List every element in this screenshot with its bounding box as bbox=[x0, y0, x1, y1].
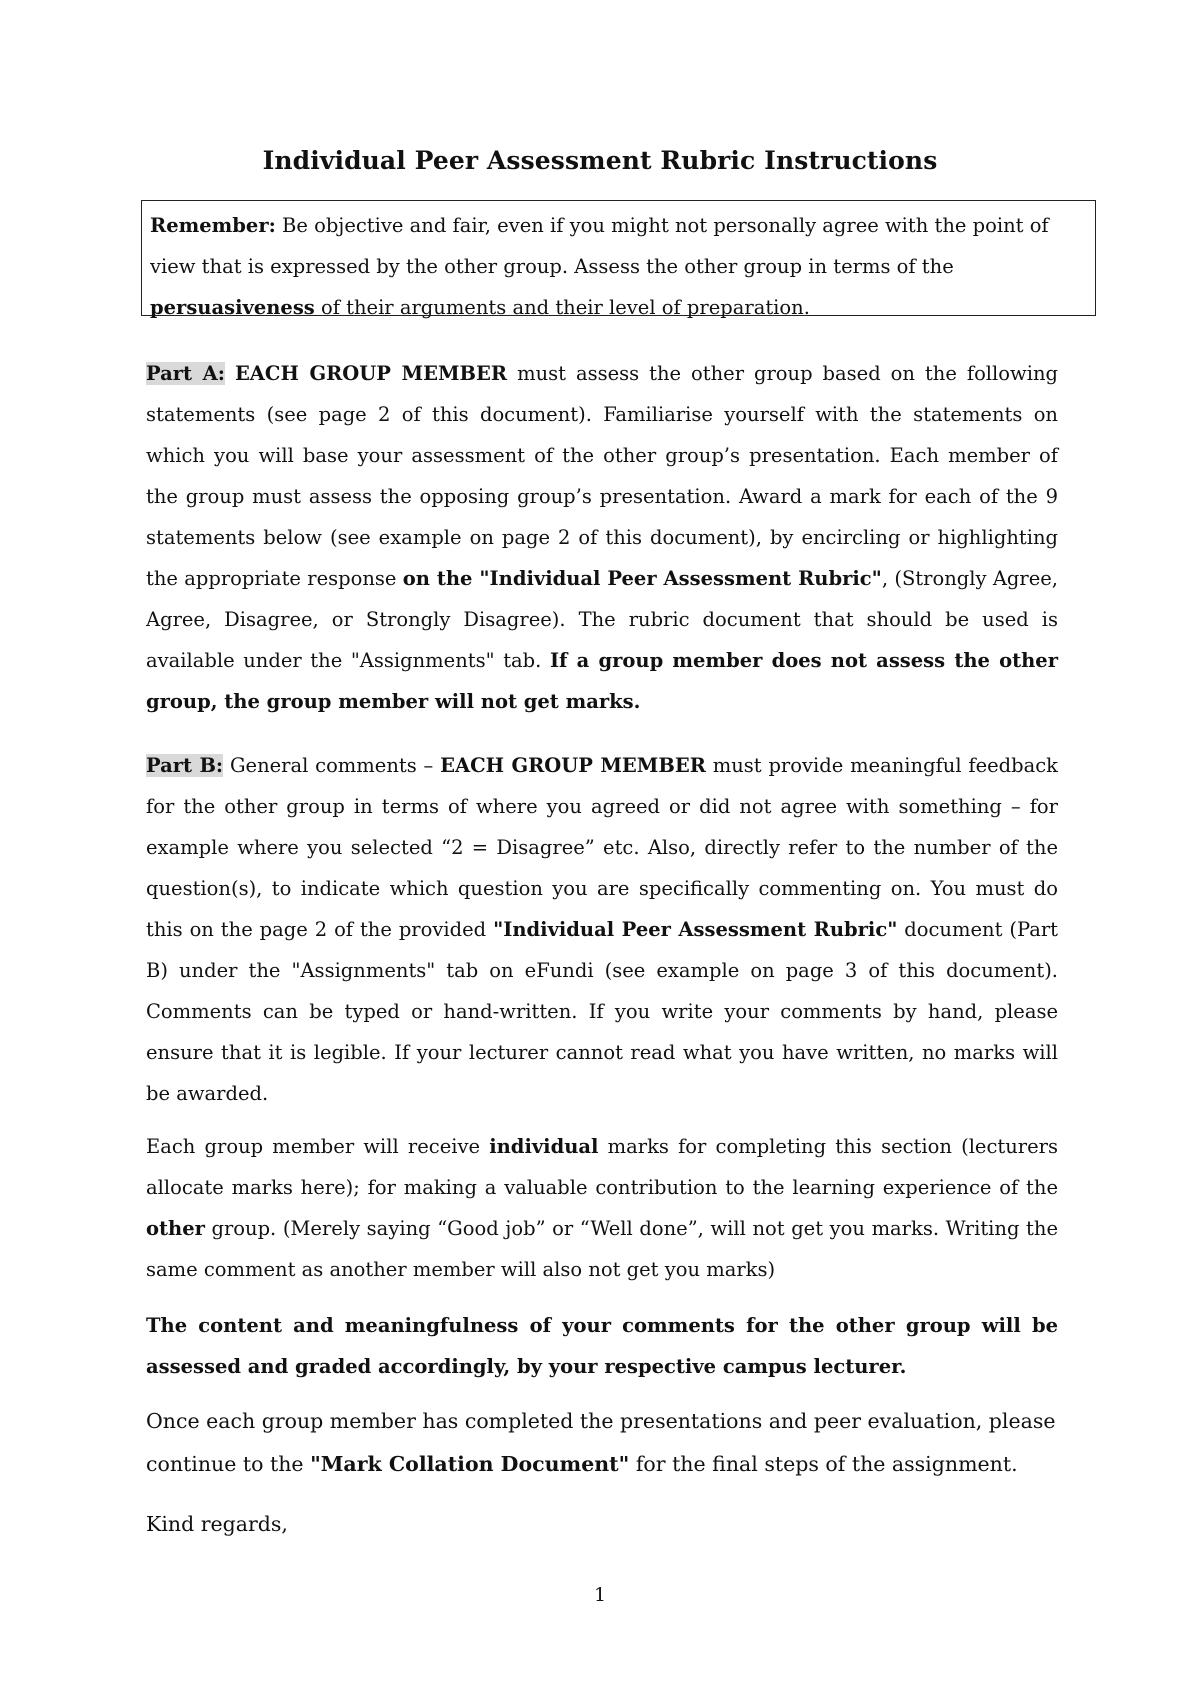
part-b-paragraph bbox=[146, 745, 1058, 1114]
part-b-label: Part B: bbox=[146, 754, 224, 777]
part-a-bold-2: on the "Individual Peer Assessment Rubric" bbox=[402, 567, 882, 590]
remember-label: Remember: bbox=[150, 214, 276, 237]
content-note-paragraph: The content and meaningfulness of your comments for the other group will be assessed and graded accordingly, by your respective campus lecturer. bbox=[146, 1314, 1058, 1378]
part-a-label: Part A: bbox=[146, 362, 225, 385]
part-a-paragraph bbox=[146, 353, 1058, 722]
remember-box bbox=[141, 200, 1096, 319]
persuasiveness-text: persuasiveness bbox=[150, 296, 315, 319]
part-a-text-2: must assess the other group based on the following statements (see page 2 of this document). Familiarise yourself with the statements on which you will base your assessment of the other group’s presentation. Each member of the group must assess the opposing group’s presentation. Award a mark for each of the 9 statements below (see example on page 2 of this document), by encircling or highlighting the appropriate response bbox=[146, 362, 1058, 590]
part-b-bold-2: "Individual Peer Assessment Rubric" bbox=[493, 918, 898, 941]
part-b-text-3: document (Part B) under the "Assignments" tab on eFundi (see example on page 3 of this document). Comments can be typed or hand-written. If you write your comments by hand, please ensure that it is legible. If your lecturer cannot read what you have written, no marks will be awarded. bbox=[146, 918, 1058, 1105]
each-member-text-2: marks for completing this section (lecturers allocate marks here); for making a valuable contribution to the learning experience of the bbox=[146, 1135, 1058, 1199]
part-b-text-1: General comments – bbox=[223, 754, 441, 777]
part-a-text-1 bbox=[225, 362, 235, 385]
part-b-text-2: must provide meaningful feedback for the other group in terms of where you agreed or did not agree with something – for example where you selected “2 = Disagree” etc. Also, directly refer to the number of the question(s), to indicate which question you are specifically commenting on. You must do this on the page 2 of the provided bbox=[146, 754, 1059, 941]
each-member-bold-2: other bbox=[146, 1217, 205, 1240]
part-b-bold-1: EACH GROUP MEMBER bbox=[440, 754, 706, 777]
once-text-1: Once each group member has completed the presentations and peer evaluation, please continue to the bbox=[146, 1409, 1056, 1476]
once-paragraph bbox=[146, 1400, 1058, 1486]
closing-text: Kind regards, bbox=[146, 1512, 288, 1536]
part-a-text-3: , (Strongly Agree, Agree, Disagree, or Strongly Disagree). The rubric document that should be used is available under the "Assignments" tab. bbox=[146, 567, 1058, 672]
mark-collation-document-text: "Mark Collation Document" bbox=[310, 1452, 630, 1476]
part-a-bold-3: If a group member does not assess the other group, the group member will not get marks. bbox=[146, 649, 1058, 713]
each-member-text-3: group. (Merely saying “Good job” or “Well done”, will not get you marks. Writing the same comment as another member will also not get you marks) bbox=[146, 1217, 1058, 1281]
once-text-2: for the final steps of the assignment. bbox=[629, 1452, 1018, 1476]
each-member-text-1: Each group member will receive bbox=[146, 1135, 490, 1158]
part-a-bold-1: EACH GROUP MEMBER bbox=[234, 362, 508, 385]
page-number: 1 bbox=[593, 1584, 607, 1606]
remember-text-1: Be objective and fair, even if you might not personally agree with the point of view that is expressed by the other group. Assess the other group in terms of the bbox=[150, 214, 1049, 278]
page-title: Individual Peer Assessment Rubric Instructions bbox=[262, 146, 938, 175]
each-member-paragraph bbox=[146, 1126, 1058, 1290]
each-member-bold-1: individual bbox=[489, 1135, 599, 1158]
remember-text-2: of their arguments and their level of preparation. bbox=[314, 296, 810, 319]
